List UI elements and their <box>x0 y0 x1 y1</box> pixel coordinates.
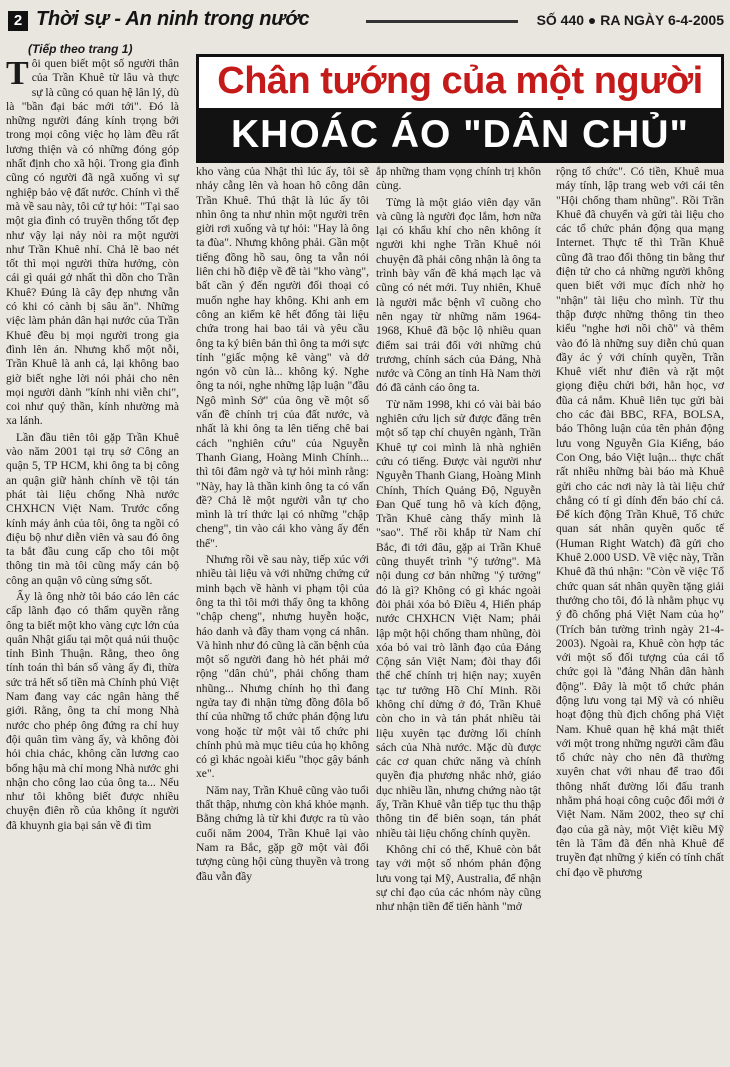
paragraph: Nhưng rồi về sau này, tiếp xúc với nhiều tài liệu và với những chứng cứ minh bạch về hành vi phạm tội của ông ta thì tôi mới thấy ông ta không "chập cheng", nhưng huyễn hoặc, háo danh và đầy tham vọng cá nhân. Và hình như đó cũng là căn bệnh của một số người đang hò hét phải mở rộng "dân chủ", phải chống tham nhũng... Nhưng chính họ thì đang ngửa tay đi nhận từng đồng đôla bố thí của những tổ chức phản động lưu vong hoặc từ một vài tổ chức phi chính phủ mà mục tiêu của họ không có gì khác ngoài kiểu "thọc gậy bánh xe". <box>196 553 369 781</box>
continued-note: (Tiếp theo trang 1) <box>28 42 133 56</box>
paragraph: Không chỉ có thế, Khuê còn bắt tay với một số nhóm phản động lưu vong tại Mỹ, Australia, để nhận sự chỉ đạo của các nhóm này cũng như nhận tiền để tiến hành "mở <box>376 842 541 914</box>
article-column-1 <box>6 57 179 835</box>
paragraph: Năm nay, Trần Khuê cũng vào tuổi thất thập, nhưng còn khá khỏe mạnh. Bằng chứng là từ khi được ra tù vào cuối năm 2004, Trần Khuê lại vào Nam ra Bắc, gặp gỡ một vài đối tượng cùng hội cùng thuyền và trong đầu vẫn đầy <box>196 783 369 883</box>
paragraph: kho vàng của Nhật thì lúc ấy, tôi sẽ nhảy cẫng lên và hoan hô công dân Trần Khuê. Thú thật là lúc ấy tôi nhìn ông ta như nhìn một người trên giời rơi xuống và tự hỏi: "Hay là ông ta đùa". Nhưng không phải. Gần một tiếng đồng hồ sau, ông ta vẫn nói liên chi hồ điệp về đề tài "kho vàng", bất cần ý đến người đối thoại có muốn nghe hay không. Khi anh em công an kiểm kê hết đống tài liệu chứa trong hai bao tải và yêu cầu ông ta ký biên bản thì ông ta mới sực tỉnh "giấc mộng kê vàng" và dở ngón võ cùn là... không ký. Nghe ông ta nói, nghe những lập luận "đầu Ngô mình Sở" của ông về một số vấn đề chính trị của đất nước, và nhất là khi ông ta lên tiếng chê bai cách "nghiên cứu" của Nguyễn Thanh Giang, Hoàng Minh Chính... thì tôi đâm ngờ và tự hỏi mình rằng: "Này, hay là thần kinh ông ta có vấn đề? Chả lẽ một người vẫn tự cho mình là trí thức lại có những "chập cheng", tin vào cái kho vàng ấy đến thế". <box>196 165 369 550</box>
headline-band <box>199 108 721 160</box>
paragraph: ắp những tham vọng chính trị khôn cùng. <box>376 165 541 193</box>
paragraph: Ấy là ông nhờ tôi báo cáo lên các cấp lãnh đạo có thẩm quyền rằng ông ta biết một kho vàng cực lớn của quân Nhật giấu tại một quả núi thuộc tỉnh Bình Thuận. Rằng, theo ông tính toán thì bán số vàng ấy đi, thừa sức trả hết số tiền mà Chính phủ Việt Nam đang vay các ngân hàng thế giới. Rằng, ông ta chỉ mong Nhà nước cho phép ông đứng ra chỉ huy đội quân tìm vàng ấy, và không đòi hỏi chia chác, không cần lương cao bổng hậu mà chỉ mong Nhà nước ghi nhận cho công lao của ông ta... Nếu như tôi không biết được nhiều chuyện điên rồ của không ít người đã khuynh gia bại sản về đi tìm <box>6 589 179 832</box>
page-number: 2 <box>8 11 28 31</box>
paragraph <box>6 57 179 429</box>
paragraph: Lần đầu tiên tôi gặp Trần Khuê vào năm 2001 tại trụ sở Công an quận 5, TP HCM, khi ông ta bị công an quận giữ hành chính về tội tán phát tài liệu chống Nhà nước CHXHCN Việt Nam. Trước cổng kính máy ảnh của tôi, ông ta ngồi có điệu bộ như diễn viên và sau đó ông ta bắt đầu cung cấp cho tôi một thông tin mà tôi cũng mấy cán bộ công an quận vô cùng sửng sốt. <box>6 430 179 587</box>
article-column-4 <box>556 165 724 882</box>
section-title: Thời sự - An ninh trong nước <box>36 8 310 30</box>
article-column-3 <box>376 165 541 916</box>
headline-line1: Chân tướng của một người <box>217 60 703 102</box>
paragraph: rộng tổ chức". Có tiền, Khuê mua máy tính, lập trang web với cái tên "Hội chống tham nhũng". Rồi Trần Khuê đã chuyển và gửi tài liệu cho các tổ chức phản động qua mạng Internet. Thực tế thì Trần Khuê cũng đã trao đổi thông tin bằng thư điện tử cho cả những người không quen biết với mục đích nhờ họ "nhận" tài liệu cho mình. Từ thu thập được những thông tin theo kiểu "nghe hơi nồi chõ" và thêm vào đó là những suy diễn chủ quan đầy ác ý với chính quyền, Trần Khuê viết như điên và rặt một giọng điệu chửi bới, hằn học, vơ đũa cả nắm. Khuê liên tục gửi bài cho các đài BBC, RFA, BOLSA, báo Thông luận của tên phản động lưu vong Nguyễn Gia Kiểng, báo Con Ong, báo Việt luận... thực chất rất nhiều những bài báo mà Khuê gửi cho các nơi này là tài liệu chứ chẳng có tí gì dính đến báo chí cả. Để kích động Trần Khuê, Tổ chức quan sát nhân quyền quốc tế (Human Right Watch) đã gửi cho Khuê 2.000 USD. Về việc này, Trần Khuê đã thú nhận: "Còn về việc Tổ chức quan sát nhân quyền tặng giải thưởng cho tôi, đó là nhằm phục vụ ý đồ chống phá Việt Nam của họ" (Trích bản tường trình ngày 21-4-2003). Ngoài ra, Khuê còn hợp tác với một số đối tượng của cái tổ chức gọi là "đảng Nhân dân hành động". Đây là một tổ chức phản động lưu vong tại Mỹ và có nhiều hoạt động thù địch chống phá Việt Nam. Khuê quan hệ khá mật thiết với một trong những người cầm đầu tổ chức này cho nên đã thường xuyên chat với nhau để trao đổi thông nhất đường lối đấu tranh nhằm phá hoại công cuộc đổi mới ở Việt Nam. Năm 2002, theo sự chỉ đạo của gã này, một Việt kiều Mỹ tên là Tâm đã đến nhà Khuê để truyền đạt những ý kiến có tính chất chỉ đạo về phương <box>556 165 724 879</box>
drop-cap: T <box>6 55 29 92</box>
paragraph-text: ôi quen biết một số người thân của Trần Khuê từ lâu và thực sự là cũng có quan hệ lân lý, dù là "bần đại bác mới tới". Đó là những người đáng kính trọng bởi trong mọi công việc họ làm đều rất lương thiện và có những đóng góp nhất định cho xã hội. Trong gia đình cũng có người đã ngã xuống vì sự nghiệp bảo vệ đất nước. Chính vì thế mà về sau này, tôi cứ tự hỏi: "Tại sao một gia đình có truyền thống tốt đẹp như vậy lại nảy nòi ra một người như Trần Khuê nhỉ. Chả lẽ bao nét tốt thì mọi người thừa hưởng, còn cái gì quái gở nhất thì dồn cho Trần Khuê? Đúng là cây đẹp nhưng vẫn có khi có cành bị sâu ăn". Những việc làm phản dân hại nước của Trần Khuê đều bị mọi người trong gia đình lên án. Nhưng khổ một nỗi, Trần Khuê là anh cả, lại không bao giờ biết nghe lời nói phải cho nên mọi người dành "kính nhi viễn chi", coi như quỷ thần, kính nhường mà xa lánh. <box>6 57 179 428</box>
paragraph: Từng là một giáo viên dạy văn và cũng là người đọc lắm, hơn nữa lại có khẩu khí cho nên không ít người khi nghe Trần Khuê nói chuyện đã phải công nhận là ông ta trình bày vấn đề khá mạch lạc và cũng có nét mới. Tuy nhiên, Khuê là người mắc bệnh vĩ cuồng cho nên ngay từ những năm 1964-1968, Khuê đã bộc lộ nhiều quan điểm sai trái đối với những chủ trương, chính sách của Đảng, Nhà nước và Công an tỉnh Hà Nam thời đó đã cảnh cáo ông ta. <box>376 195 541 395</box>
article-column-2 <box>196 165 369 886</box>
page-header <box>4 8 726 34</box>
paragraph: Từ năm 1998, khi có vài bài báo nghiên cứu lịch sử được đăng trên một số tạp chí chuyên ngành, Trần Khuê tự coi mình là nhà nghiên cứu có tiếng. Được vài người như Nguyễn Thanh Giang, Hoàng Minh Chính, Thích Quảng Độ, Nguyễn Đan Quế tung hô và kích động, Trần Khuê càng thấy mình là "sao". Thế rồi khắp từ Nam chí Bắc, đi tới đâu, gặp ai Trần Khuê cũng thuyết trình "ý tưởng". Mà nội dung cơ bản những "ý tưởng" đó là gì? Không có gì khác ngoài đòi phải xóa bỏ Điều 4, Hiến pháp nước CHXHCN Việt Nam; phải lập một hội chống tham nhũng, đòi xóa bỏ vai trò lãnh đạo của Đảng Cộng sản Việt Nam; đòi thay đổi thể chế chính trị hiện nay; xuyên tạc tư tưởng Hồ Chí Minh. Rồi không chỉ dừng ở đó, Trần Khuê còn cho in và tán phát nhiều tài liệu xuyên tạc đường lối chính sách của Nhà nước. Mặc dù được các cơ quan chức năng và chính quyền địa phương nhắc nhở, giáo dục nhiều lần, nhưng chứng nào tật ấy, Trần Khuê vẫn tiếp tục thu thập thông tin để biên soạn, tán phát nhiều tài liệu chống chính quyền. <box>376 397 541 840</box>
header-rule <box>366 20 518 23</box>
headline-box <box>196 54 724 163</box>
headline-line2: KHOÁC ÁO "DÂN CHỦ" <box>231 113 689 156</box>
issue-info: SỐ 440 ● RA NGÀY 6-4-2005 <box>536 12 724 28</box>
